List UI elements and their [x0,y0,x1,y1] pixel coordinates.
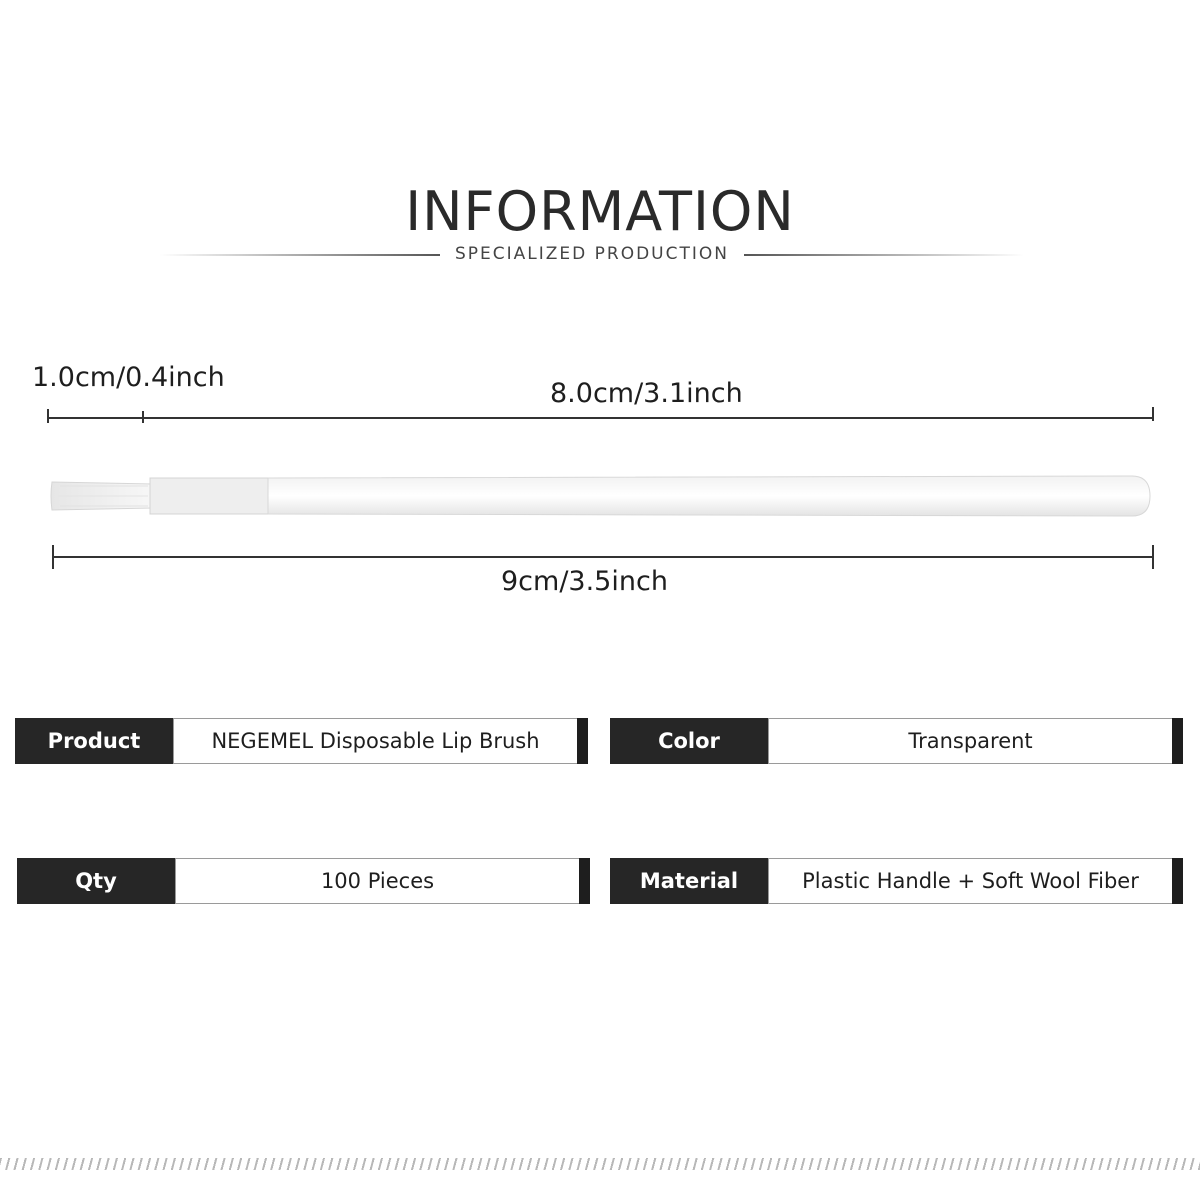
spec-label-product: Product [15,718,173,764]
page-subtitle: SPECIALIZED PRODUCTION [454,244,729,264]
top-dimension-line [48,417,1154,419]
top-tick-right [1152,407,1154,421]
subtitle-row [160,244,1025,268]
page-title: INFORMATION [405,180,795,243]
spec-label-color: Color [610,718,768,764]
spec-row-end-cap [1172,858,1183,904]
handle-length-label: 8.0cm/3.1inch [550,378,743,409]
footer-dashed-border [0,1158,1200,1170]
spec-value-product: NEGEMEL Disposable Lip Brush [173,718,577,764]
spec-label-qty: Qty [17,858,175,904]
spec-row-end-cap [577,718,588,764]
spec-value-material: Plastic Handle + Soft Wool Fiber [768,858,1172,904]
subtitle-divider-left [160,254,440,256]
spec-row-product [15,718,588,764]
top-tick-middle [142,411,144,423]
lip-brush-illustration [48,472,1154,520]
top-tick-left [47,409,49,423]
subtitle-divider-right [744,254,1024,256]
spec-row-color [610,718,1183,764]
brush-handle [268,476,1150,516]
spec-value-qty: 100 Pieces [175,858,579,904]
bottom-tick-right [1152,545,1154,569]
total-length-label: 9cm/3.5inch [501,566,668,597]
spec-row-material [610,858,1183,904]
spec-label-material: Material [610,858,768,904]
spec-row-qty [17,858,590,904]
head-length-label: 1.0cm/0.4inch [32,362,225,393]
spec-row-end-cap [579,858,590,904]
spec-row-end-cap [1172,718,1183,764]
bottom-tick-left [52,545,54,569]
spec-value-color: Transparent [768,718,1172,764]
bottom-dimension-line [53,556,1154,558]
brush-ferrule [150,478,268,514]
